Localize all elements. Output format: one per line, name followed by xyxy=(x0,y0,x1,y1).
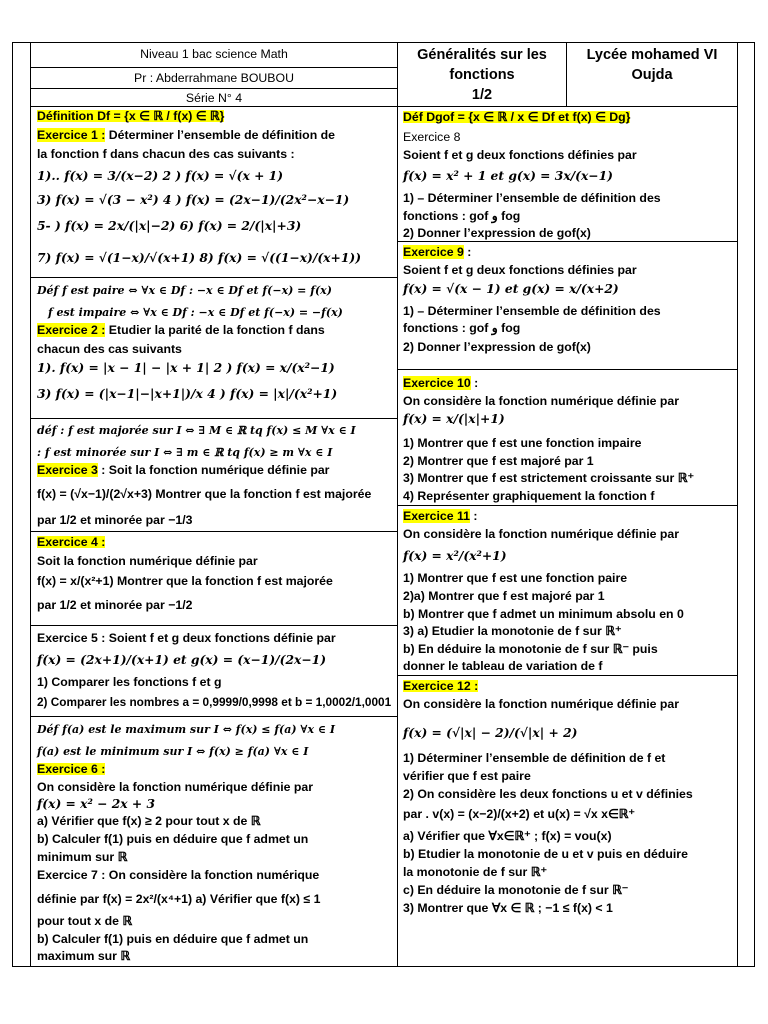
ex1-statement: Exercice 1 : Déterminer l’ensemble de définition de xyxy=(37,128,335,142)
ex9-question-1-2: fonctions : gof و fog xyxy=(403,321,521,335)
ex11-question-1: 1) Montrer que f est une fonction paire xyxy=(403,571,628,585)
page-number: 1/2 xyxy=(471,87,493,103)
right-cell-line-4 xyxy=(398,675,737,676)
ex3-statement: Exercice 3 : Soit la fonction numérique définie par xyxy=(37,463,330,477)
school-line-1: Lycée mohamed VI xyxy=(586,47,718,63)
left-cell-line-5 xyxy=(31,716,397,717)
ex3-function: f(x) = (√x−1)/(2√x+3) Montrer que la fonction f est majorée xyxy=(37,487,372,501)
ex6-question-b: b) Calculer f(1) puis en déduire que f admet un xyxy=(37,832,309,846)
frame-bottom-border xyxy=(12,966,754,967)
ex6-function: f(x) = x² − 2x + 3 xyxy=(37,796,156,811)
ex2-functions-3-4: 3) f(x) = (|x−1|−|x+1|)/x 4 ) f(x) = |x|/(x²+1) xyxy=(37,386,338,401)
ex6-question-a: a) Vérifier que f(x) ≥ 2 pour tout x de ℝ xyxy=(37,814,261,828)
def-maximum: Déf f(a) est le maximum sur I ⇔ f(x) ≤ f(a) ∀x ∈ I xyxy=(37,723,335,736)
inner-left-border xyxy=(30,42,31,967)
ex12-line-1: On considère la fonction numérique définie par xyxy=(403,697,680,711)
ex11-heading-row: Exercice 11 : xyxy=(403,509,478,523)
def-odd-function: f est impaire ⇔ ∀x ∈ Df : −x ∈ Df et f(−x) = −f(x) xyxy=(48,306,343,319)
ex10-line-1: On considère la fonction numérique définie par xyxy=(403,394,680,408)
frame-right-border xyxy=(754,42,755,967)
left-cell-line-1 xyxy=(31,277,397,278)
ex4-line-1: Soit la fonction numérique définie par xyxy=(37,554,258,568)
frame-left-border xyxy=(12,42,13,967)
title-line-1: Généralités sur les xyxy=(417,47,547,63)
ex12-function: f(x) = (√|x| − 2)/(√|x| + 2) xyxy=(403,725,578,740)
inner-right-border xyxy=(737,42,738,967)
left-cell-line-2 xyxy=(31,418,397,419)
ex12-question-2b: b) Etudier la monotonie de u et v puis en déduire xyxy=(403,847,688,861)
def-bounded-below: : f est minorée sur I ⇔ ∃ m ∈ ℝ tq f(x) ≥ m ∀x ∈ I xyxy=(37,446,333,459)
school-line-2: Oujda xyxy=(631,67,673,83)
ex11-question-2a: 2)a) Montrer que f est majoré par 1 xyxy=(403,589,605,603)
ex8-question-1: 1) – Déterminer l’ensemble de définition des xyxy=(403,191,661,205)
ex11-line-1: On considère la fonction numérique définie par xyxy=(403,527,680,541)
ex6-heading: Exercice 6 : xyxy=(37,762,106,776)
ex12-question-2-def: par . v(x) = (x−2)/(x+2) et u(x) = √x x∈ℝ⁺ xyxy=(403,807,635,821)
ex12-question-1: 1) Déterminer l’ensemble de définition de f et xyxy=(403,751,666,765)
ex4-bounds: par 1/2 et minorée par −1/2 xyxy=(37,598,193,612)
ex7-question-b: b) Calculer f(1) puis en déduire que f admet un xyxy=(37,932,309,946)
title-line-2: fonctions xyxy=(449,67,515,83)
ex3-heading: Exercice 3 xyxy=(37,463,98,477)
series-label: Série N° 4 xyxy=(185,91,243,105)
ex7-function: définie par f(x) = 2x²/(x⁴+1) a) Vérifier que f(x) ≤ 1 xyxy=(37,892,321,906)
ex1-functions-1-2: 1).. f(x) = 3/(x−2) 2 ) f(x) = √(x + 1) xyxy=(37,168,284,183)
ex10-question-1: 1) Montrer que f est une fonction impaire xyxy=(403,436,642,450)
def-minimum: f(a) est le minimum sur I ⇔ f(x) ≥ f(a) ∀x ∈ I xyxy=(37,745,309,758)
ex9-heading: Exercice 9 xyxy=(403,245,464,259)
ex9-functions: f(x) = √(x − 1) et g(x) = x/(x+2) xyxy=(403,281,619,296)
right-cell-line-2 xyxy=(398,369,737,370)
ex11-question-2b: b) Montrer que f admet un minimum absolu en 0 xyxy=(403,607,684,621)
ex10-heading-row: Exercice 10 : xyxy=(403,376,479,390)
ex9-heading-row: Exercice 9 : xyxy=(403,245,472,259)
ex6-question-b-2: minimum sur ℝ xyxy=(37,850,128,864)
ex11-question-3b-2: donner le tableau de variation de f xyxy=(403,659,603,673)
ex10-function: f(x) = x/(|x|+1) xyxy=(403,411,505,426)
ex11-heading: Exercice 11 xyxy=(403,509,471,523)
def-composition-domain: Déf Dgof = {x ∈ ℝ / x ∈ Df et f(x) ∈ Dg} xyxy=(403,110,631,124)
definition-domain: Définition Df = {x ∈ ℝ / f(x) ∈ ℝ} xyxy=(37,109,225,123)
ex7-question-b-2: maximum sur ℝ xyxy=(37,949,131,963)
ex5-functions: f(x) = (2x+1)/(x+1) et g(x) = (x−1)/(2x−1) xyxy=(37,652,327,667)
ex8-functions: f(x) = x² + 1 et g(x) = 3x/(x−1) xyxy=(403,168,613,183)
left-cell-line-4 xyxy=(31,625,397,626)
ex12-question-3: 3) Montrer que ∀x ∈ ℝ ; −1 ≤ f(x) < 1 xyxy=(403,901,613,915)
ex10-question-4: 4) Représenter graphiquement la fonction f xyxy=(403,489,655,503)
ex8-question-2: 2) Donner l’expression de gof(x) xyxy=(403,226,591,240)
teacher-label: Pr : Abderrahmane BOUBOU xyxy=(134,71,294,85)
left-cell-line-3 xyxy=(31,531,397,532)
ex3-bounds: par 1/2 et minorée par −1/3 xyxy=(37,513,193,527)
ex1-functions-3-4: 3) f(x) = √(3 − x²) 4 ) f(x) = (2x−1)/(2x²−x−1) xyxy=(37,192,350,207)
ex5-statement: Exercice 5 : Soient f et g deux fonctions définie par xyxy=(37,631,336,645)
def-even-function: Déf f est paire ⇔ ∀x ∈ Df : −x ∈ Df et f(−x) = f(x) xyxy=(37,284,332,297)
ex8-heading: Exercice 8 xyxy=(403,130,461,144)
level-label: Niveau 1 bac science Math xyxy=(140,47,288,61)
ex12-question-2c: c) En déduire la monotonie de f sur ℝ⁻ xyxy=(403,883,629,897)
ex7-line-3: pour tout x de ℝ xyxy=(37,914,133,928)
ex12-question-2b-2: la monotonie de f sur ℝ⁺ xyxy=(403,865,547,879)
ex1-heading: Exercice 1 : xyxy=(37,128,106,142)
header-line-2 xyxy=(31,88,397,89)
ex2-statement: Exercice 2 : Etudier la parité de la fonction f dans xyxy=(37,323,325,337)
ex5-question-1: 1) Comparer les fonctions f et g xyxy=(37,675,222,689)
ex12-question-1-2: vérifier que f est paire xyxy=(403,769,531,783)
def-bounded-above: déf : f est majorée sur I ⇔ ∃ M ∈ ℝ tq f(x) ≤ M ∀x ∈ I xyxy=(37,424,356,437)
ex6-line-1: On considère la fonction numérique définie par xyxy=(37,780,314,794)
ex10-question-3: 3) Montrer que f est strictement croissante sur ℝ⁺ xyxy=(403,471,694,485)
ex2-heading: Exercice 2 : xyxy=(37,323,106,337)
ex4-function: f(x) = x/(x²+1) Montrer que la fonction f est majorée xyxy=(37,574,333,588)
ex10-heading: Exercice 10 xyxy=(403,376,471,390)
ex1-functions-7-8: 7) f(x) = √(1−x)/√(x+1) 8) f(x) = √((1−x)/(x+1)) xyxy=(37,250,362,265)
ex12-question-2a: a) Vérifier que ∀x∈ℝ⁺ ; f(x) = vou(x) xyxy=(403,829,612,843)
ex8-question-1-2: fonctions : gof و fog xyxy=(403,209,521,223)
ex12-heading: Exercice 12 : xyxy=(403,679,479,693)
ex9-line-1: Soient f et g deux fonctions définies par xyxy=(403,263,637,277)
ex9-question-2: 2) Donner l’expression de gof(x) xyxy=(403,340,591,354)
right-cell-line-1 xyxy=(398,241,737,242)
right-cell-line-3 xyxy=(398,505,737,506)
ex2-line-2: chacun des cas suivants xyxy=(37,342,182,356)
ex11-function: f(x) = x²/(x²+1) xyxy=(403,548,507,563)
header-bottom-line xyxy=(31,106,737,107)
ex1-line-2: la fonction f dans chacun des cas suivants : xyxy=(37,147,295,161)
frame-top-border xyxy=(12,42,754,43)
ex2-functions-1-2: 1). f(x) = |x − 1| − |x + 1| 2 ) f(x) = x/(x²−1) xyxy=(37,360,335,375)
ex9-question-1: 1) – Déterminer l’ensemble de définition des xyxy=(403,304,661,318)
ex10-question-2: 2) Montrer que f est majoré par 1 xyxy=(403,454,594,468)
ex1-functions-5-6: 5- ) f(x) = 2x/(|x|−2) 6) f(x) = 2/(|x|+3) xyxy=(37,218,302,233)
ex7-statement: Exercice 7 : On considère la fonction numérique xyxy=(37,868,320,882)
header-line-1 xyxy=(31,67,397,68)
ex5-question-2: 2) Comparer les nombres a = 0,9999/0,9998 et b = 1,0002/1,0001 xyxy=(37,695,392,709)
ex4-heading: Exercice 4 : xyxy=(37,535,106,549)
ex8-line-1: Soient f et g deux fonctions définies par xyxy=(403,148,637,162)
ex11-question-3b: b) En déduire la monotonie de f sur ℝ⁻ puis xyxy=(403,642,658,656)
ex11-question-3a: 3) a) Etudier la monotonie de f sur ℝ⁺ xyxy=(403,624,622,638)
ex12-question-2: 2) On considère les deux fonctions u et v définies xyxy=(403,787,693,801)
